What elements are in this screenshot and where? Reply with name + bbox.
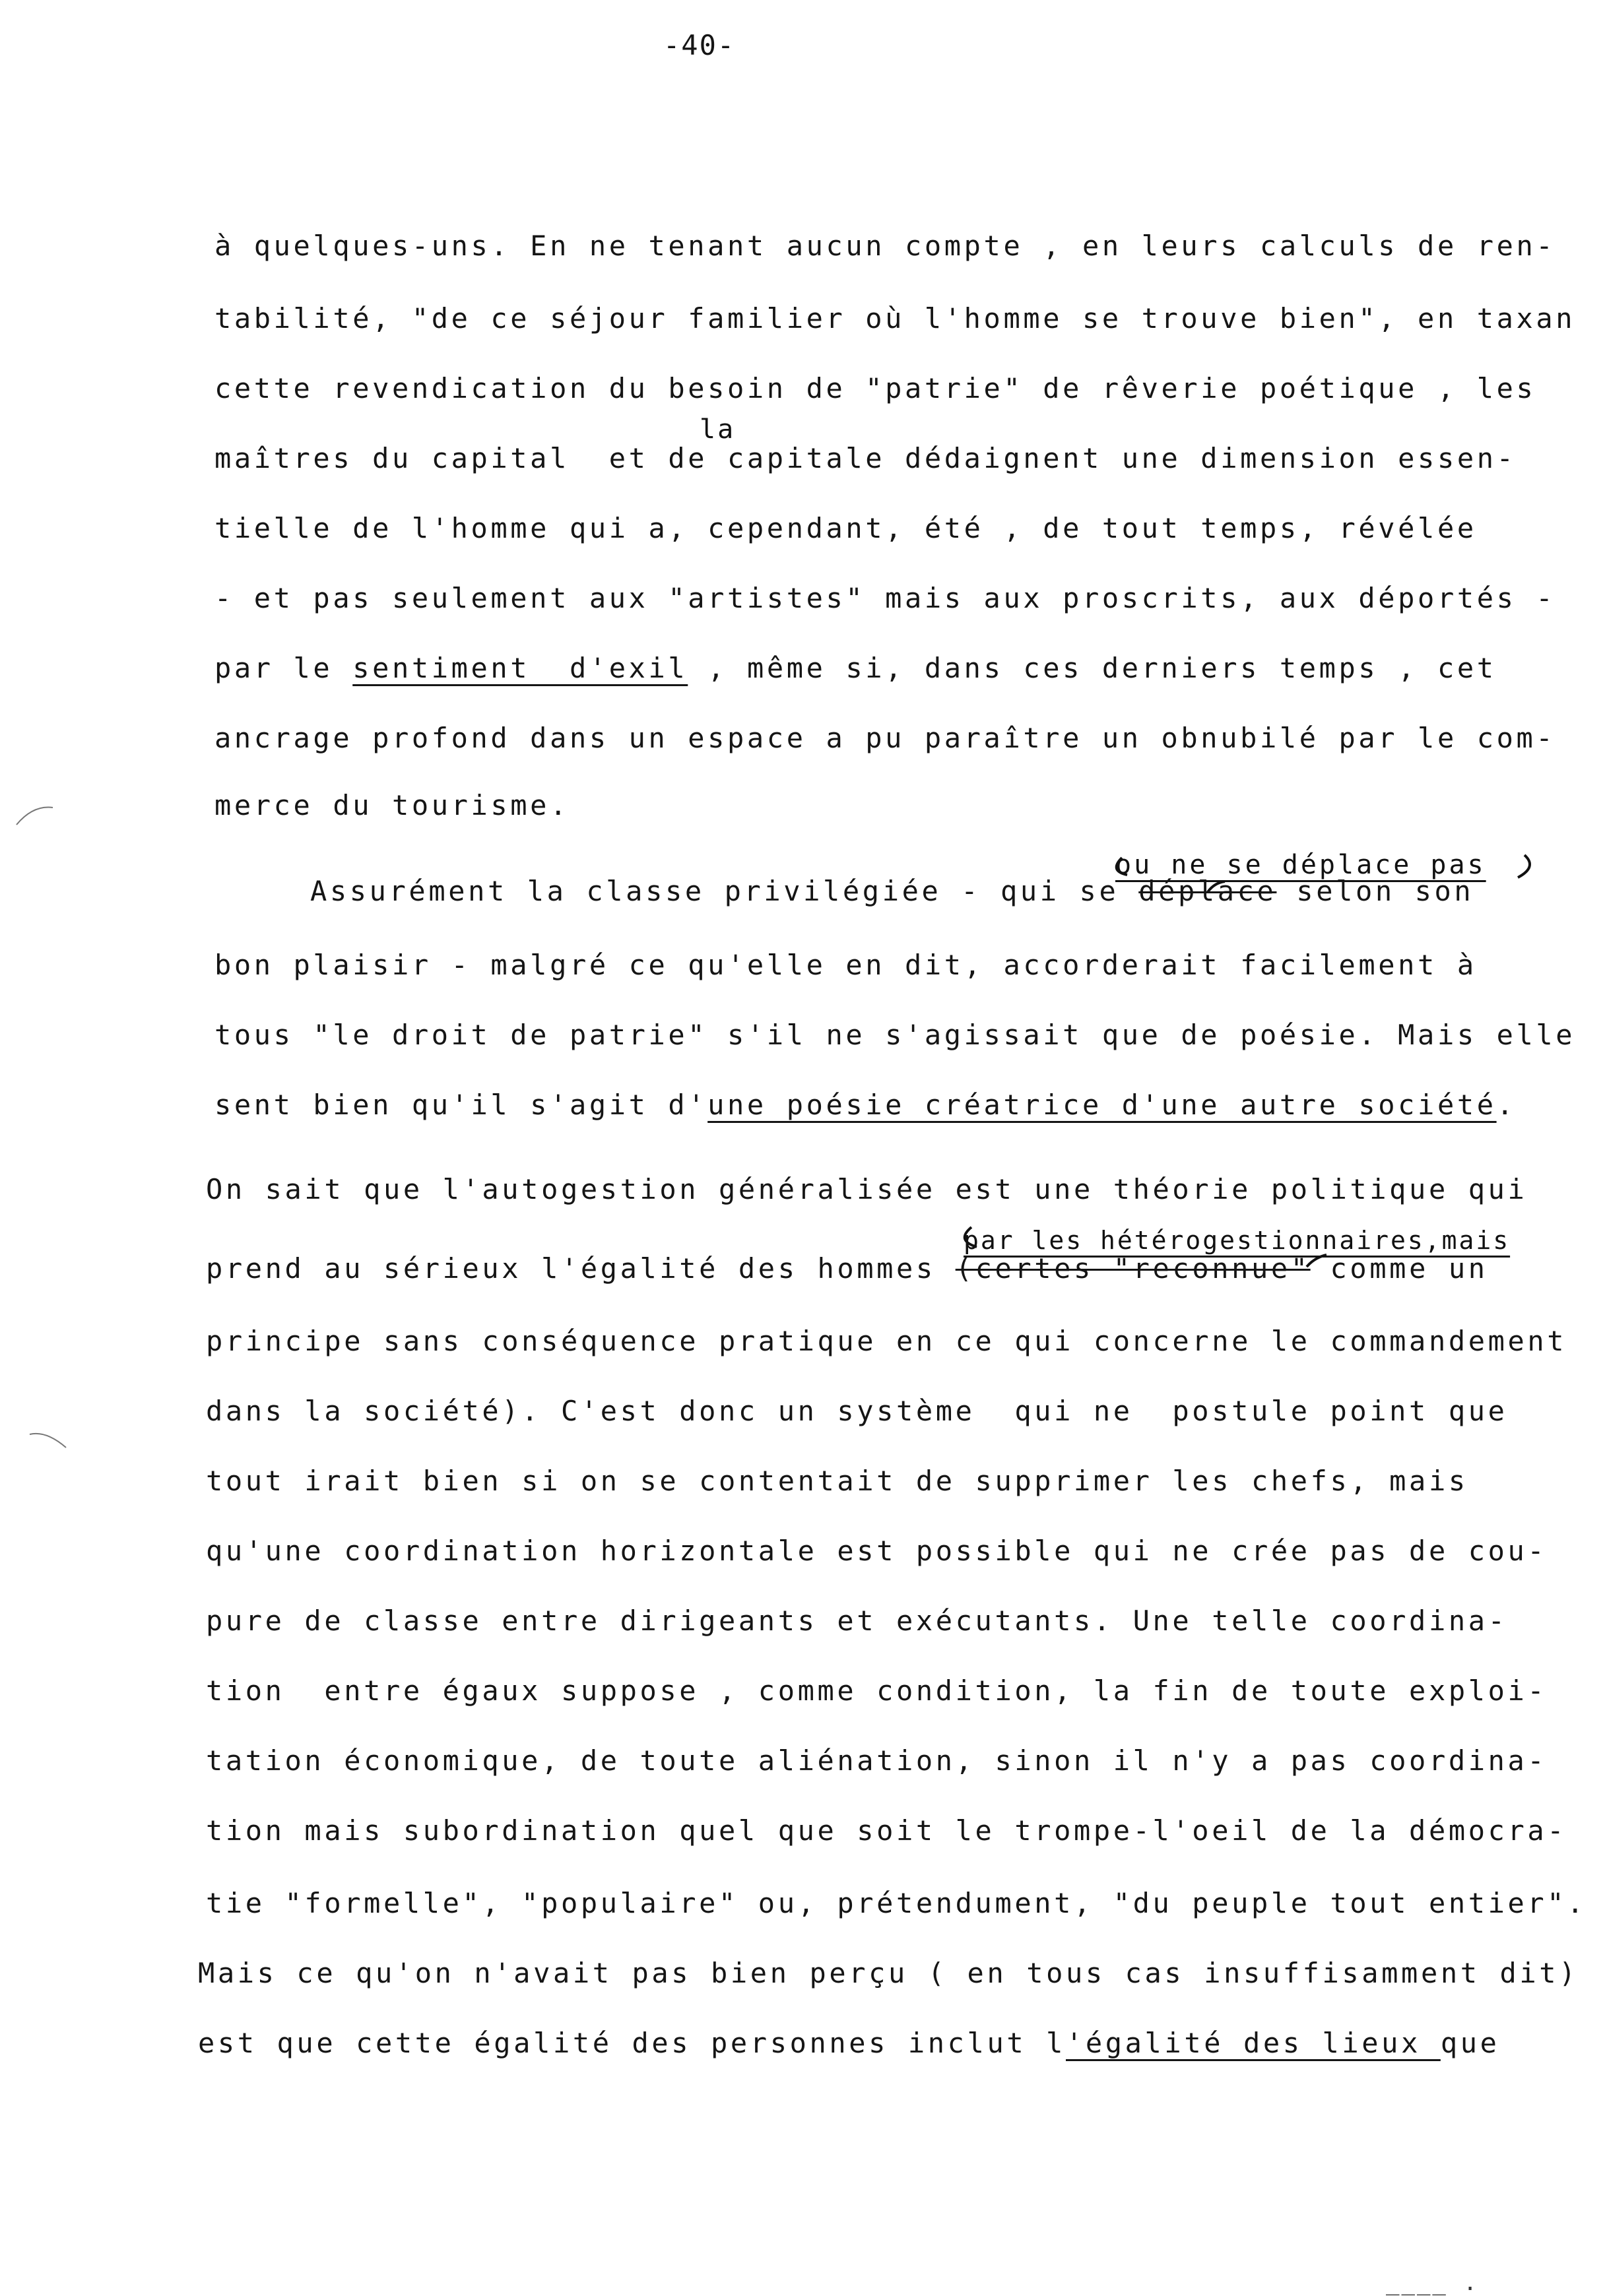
margin-mark (13, 798, 59, 831)
struck-phrase: (certes "reconnue" (955, 1252, 1311, 1285)
struck-word: déplace (1138, 875, 1277, 907)
text-line: qu'une coordination horizontale est possible qui ne crée pas de cou- (206, 1535, 1548, 1567)
text-line: tation économique, de toute aliénation, sinon il n'y a pas coordina- (206, 1744, 1548, 1777)
text-line: merce du tourisme. (214, 789, 570, 821)
underlined-phrase: une poésie créatrice d'une autre société (707, 1089, 1497, 1121)
underlined-phrase: sentiment d'exil (352, 652, 688, 684)
handwritten-insert-heterogestionnaires: par les hétérogestionnaires,mais (964, 1226, 1511, 1255)
margin-mark (26, 1425, 73, 1458)
underlined-phrase: 'égalité des lieux (1066, 2027, 1441, 2059)
handwritten-insert-deplace: ou ne se déplace pas (1115, 850, 1486, 880)
text-line: tion mais subordination quel que soit le trompe-l'oeil de la démocra- (206, 1814, 1567, 1847)
page-footer-fragment: ____ . (1386, 2270, 1479, 2296)
text-segment: , même si, dans ces derniers temps , cet (688, 652, 1497, 684)
text-line: Mais ce qu'on n'avait pas bien perçu ( en tous cas insuffisamment dit) (198, 1957, 1579, 1989)
text-line: tous "le droit de patrie" s'il ne s'agissait que de poésie. Mais elle (214, 1019, 1576, 1051)
text-line: prend au sérieux l'égalité des hommes (certes "reconnue" comme un (206, 1252, 1488, 1285)
text-line: pure de classe entre dirigeants et exécutants. Une telle coordina- (206, 1605, 1508, 1637)
text-line: Assurément la classe privilégiée - qui se déplace selon son (310, 875, 1474, 907)
text-line: principe sans conséquence pratique en ce qui concerne le commandement (206, 1325, 1567, 1357)
text-line: tabilité, "de ce séjour familier où l'homme se trouve bien", en taxan (214, 302, 1576, 335)
text-line (214, 654, 1497, 682)
handwritten-insert-la: la (700, 414, 736, 445)
text-line: On sait que l'autogestion généralisée est une théorie politique qui (206, 1173, 1528, 1205)
page-number: -40- (663, 29, 736, 61)
text-line: cette revendication du besoin de "patrie" de rêverie poétique , les (214, 372, 1536, 404)
text-line: tie "formelle", "populaire" ou, prétendument, "du peuple tout entier". (206, 1887, 1587, 1919)
text-line: à quelques-uns. En ne tenant aucun compte , en leurs calculs de ren- (214, 230, 1556, 262)
text-line: sent bien qu'il s'agit d'une poésie créatrice d'une autre société. (214, 1089, 1517, 1121)
text-line: est que cette égalité des personnes inclut l'égalité des lieux que (198, 2027, 1500, 2059)
text-line: bon plaisir - malgré ce qu'elle en dit, accorderait facilement à (214, 949, 1477, 981)
text-line: tielle de l'homme qui a, cependant, été , de tout temps, révélée (214, 512, 1477, 544)
text-line: - et pas seulement aux "artistes" mais aux proscrits, aux déportés - (214, 582, 1556, 614)
text-line: dans la société). C'est donc un système qui ne postule point que (206, 1395, 1508, 1427)
text-line: tion entre égaux suppose , comme condition, la fin de toute exploi- (206, 1674, 1548, 1707)
text-segment: par le (214, 652, 353, 684)
text-line: tout irait bien si on se contentait de supprimer les chefs, mais (206, 1465, 1468, 1497)
text-line: maîtres du capital et de capitale dédaignent une dimension essen- (214, 442, 1517, 474)
text-line: ancrage profond dans un espace a pu paraître un obnubilé par le com- (214, 722, 1556, 754)
